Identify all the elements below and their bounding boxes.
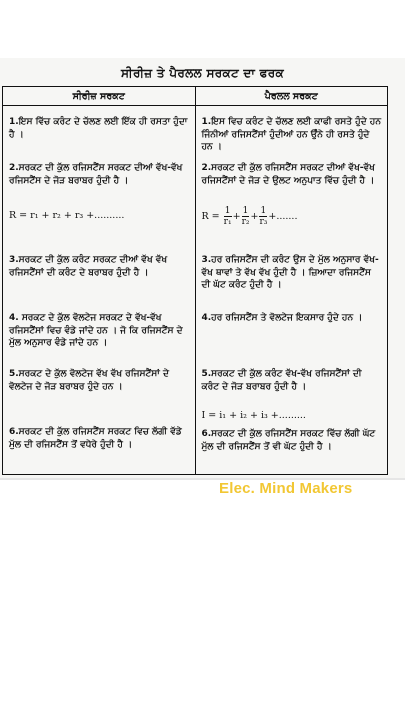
top-margin <box>0 0 405 58</box>
plus-sign: + <box>232 211 241 222</box>
fraction-2-denominator: r₂ <box>241 217 250 227</box>
fraction-2-numerator: 1 <box>242 206 249 216</box>
parallel-resistance-formula <box>202 206 382 227</box>
plus-sign: + <box>250 211 259 222</box>
fraction-1-denominator: r₁ <box>223 217 232 227</box>
comparison-table <box>2 86 388 475</box>
formula-tail: +....... <box>268 211 298 222</box>
fraction-3 <box>259 206 267 227</box>
parallel-current-formula: I = i₁ + i₂ + i₃ +......... <box>201 410 306 421</box>
fraction-1-numerator: 1 <box>224 206 231 216</box>
page-title: ਸੀਰੀਜ਼ ਤੇ ਪੈਰਲਲ ਸਰਕਟ ਦਾ ਫਰਕ <box>121 66 284 80</box>
fraction-2 <box>242 206 250 227</box>
fraction-3-numerator: 1 <box>260 206 267 216</box>
parallel-point-3: 3.ਹਰ ਰਜਿਸਟੈਂਸ ਦੀ ਕਰੰਟ ਉਸ ਦੇ ਮੁੱਲ ਅਨੁਸਾਰ ਵੱਖ-ਵੱਖ ਥਾਵਾਂ ਤੇ ਵੱਖ ਵੱਖ ਹੁੰਦੀ ਹੈ । ਜ਼ਿਆਦਾ ਰਜਿਸਟੈਂਸ ਦੀ ਘੱਟ ਕਰੰਟ ਹੁੰਦੀ ਹੈ । <box>201 255 379 290</box>
series-point-3: 3.ਸਰਕਟ ਦੀ ਕੁੱਲ ਕਰੰਟ ਸਰਕਟ ਦੀਆਂ ਵੱਖ ਵੱਖ ਰਜਿਸਟੈਂਸਾਂ ਦੀ ਕਰੰਟ ਦੇ ਬਰਾਬਰ ਹੁੰਦੀ ਹੈ । <box>9 255 168 278</box>
series-column <box>3 106 196 475</box>
column-header-series: ਸੀਰੀਜ਼ ਸਰਕਟ <box>3 87 196 106</box>
series-resistance-formula: R = r₁ + r₂ + r₃ +.......... <box>9 210 125 221</box>
parallel-column <box>195 106 388 475</box>
column-header-parallel: ਪੈਰਲਲ ਸਰਕਟ <box>195 87 388 106</box>
channel-watermark: Elec. Mind Makers <box>219 480 353 497</box>
formula-lhs: R = <box>201 211 220 222</box>
fraction-1 <box>224 206 232 227</box>
series-point-2: 2.ਸਰਕਟ ਦੀ ਕੁੱਲ ਰਜਿਸਟੈਂਸ ਸਰਕਟ ਦੀਆਂ ਵੱਖ-ਵੱਖ ਰਜਿਸਟੈਂਸ ਦੇ ਜੋੜ ਬਰਾਬਰ ਹੁੰਦੀ ਹੈ । <box>9 163 183 186</box>
series-point-1: 1.ਇਸ ਵਿੱਚ ਕਰੰਟ ਦੇ ਚੱਲਣ ਲਈ ਇੱਕ ਹੀ ਰਸਤਾ ਹੁੰਦਾ ਹੈ । <box>9 117 188 140</box>
parallel-point-5: 5.ਸਰਕਟ ਦੀ ਕੁੱਲ ਕਰੰਟ ਵੱਖ-ਵੱਖ ਰਜਿਸਟੈਂਸਾਂ ਦੀ ਕਰੰਟ ਦੇ ਜੋੜ ਬਰਾਬਰ ਹੁੰਦੀ ਹੈ । <box>201 369 362 392</box>
parallel-point-6: 6.ਸਰਕਟ ਦੀ ਕੁੱਲ ਰਜਿਸਟੈਂਸ ਸਰਕਟ ਵਿੱਚ ਲੱਗੀ ਘੱਟ ਮੁੱਲ ਦੀ ਰਜਿਸਟੈਂਸ ਤੋਂ ਵੀ ਘੱਟ ਹੁੰਦੀ ਹੈ । <box>201 429 376 452</box>
series-point-6: 6.ਸਰਕਟ ਦੀ ਕੁੱਲ ਰਜਿਸਟੈਂਸ ਸਰਕਟ ਵਿਚ ਲੱਗੀ ਵੱਡੇ ਮੁੱਲ ਦੀ ਰਜਿਸਟੈਂਸ ਤੋਂ ਵਧੇਰੇ ਹੁੰਦੀ ਹੈ । <box>9 427 182 450</box>
fraction-3-denominator: r₃ <box>259 217 268 227</box>
series-point-5: 5.ਸਰਕਟ ਦੇ ਕੁੱਲ ਵੋਲਟੇਜ ਵੱਖ ਵੱਖ ਰਜਿਸਟੈਂਸਾਂ ਦੇ ਵੋਲਟੇਜ ਦੇ ਜੋੜ ਬਰਾਬਰ ਹੁੰਦੇ ਹਨ । <box>9 369 169 392</box>
series-point-4: 4. ਸਰਕਟ ਦੇ ਕੁੱਲ ਵੋਲਟੇਜ ਸਰਕਟ ਦੇ ਵੱਖ-ਵੱਖ ਰਜਿਸਟੈਂਸਾਂ ਵਿਚ ਵੰਡੇ ਜਾਂਦੇ ਹਨ । ਜੋ ਕਿ ਰਜਿਸਟੈਂਸ ਦੇ ਮੁੱਲ ਅਨੁਸਾਰ ਵੰਡੇ ਜਾਂਦੇ ਹਨ । <box>9 313 183 348</box>
parallel-point-4: 4.ਹਰ ਰਜਿਸਟੈਂਸ ਤੇ ਵੋਲਟੇਜ ਇਕਸਾਰ ਹੁੰਦੇ ਹਨ । <box>201 313 363 323</box>
parallel-point-2: 2.ਸਰਕਟ ਦੀ ਕੁੱਲ ਰਜਿਸਟੈਂਸ ਸਰਕਟ ਦੀਆਂ ਵੱਖ-ਵੱਖ ਰਜਿਸਟੈਂਸਾਂ ਦੇ ਜੋੜ ਦੇ ਉਲਟ ਅਨੁਪਾਤ ਵਿੱਚ ਹੁੰਦੀ ਹੈ । <box>201 163 375 186</box>
parallel-point-1: 1.ਇਸ ਵਿਚ ਕਰੰਟ ਦੇ ਚੱਲਣ ਲਈ ਕਾਫੀ ਰਸਤੇ ਹੁੰਦੇ ਹਨ ਜਿੰਨੀਆਂ ਰਜਿਸਟੈਂਸਾਂ ਹੁੰਦੀਆਂ ਹਨ ਉੰਨੇ ਹੀ ਰਸਤੇ ਹੁੰਦੇ ਹਨ । <box>201 117 381 152</box>
